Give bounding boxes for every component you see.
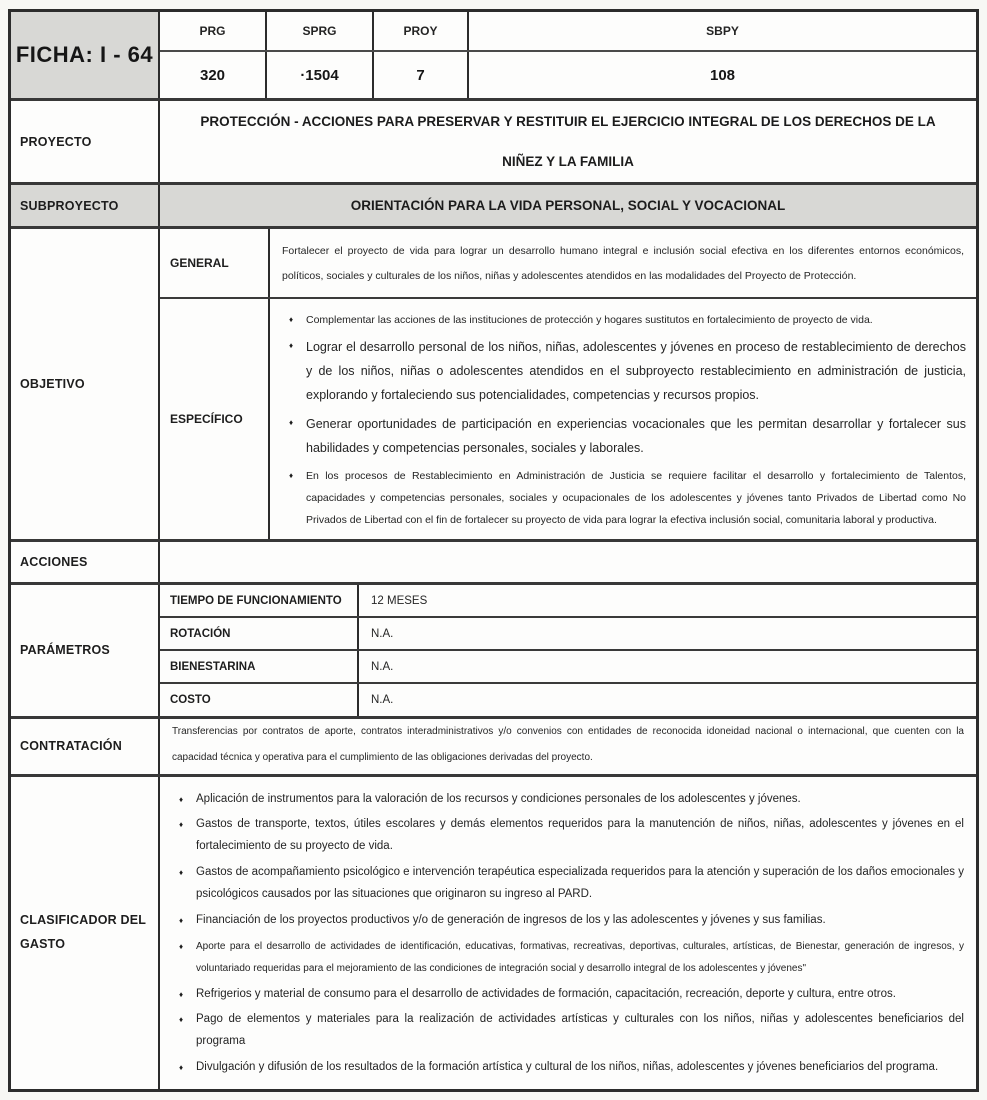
bullet-icon: ♦ [288, 470, 294, 480]
header-code-grid [160, 12, 976, 98]
value-prg: 320 [160, 52, 267, 98]
code-values-row [160, 50, 976, 98]
bullet-icon: ♦ [288, 314, 294, 324]
bullet-icon: ♦ [178, 1063, 184, 1073]
bullet-icon: ♦ [178, 1015, 184, 1025]
acciones-value [160, 542, 976, 582]
contratacion-label: CONTRATACIÓN [11, 719, 160, 774]
clasificador-list [160, 777, 976, 1089]
bullet-icon: ♦ [178, 868, 184, 878]
list-item: ♦ Aplicación de instrumentos para la valoración de los recursos y condiciones personales de los adolescentes y jóvenes. [166, 787, 964, 813]
objetivo-general-row [160, 229, 976, 297]
objetivo-general-label: GENERAL [160, 229, 270, 297]
param-value: N.A. [371, 627, 394, 640]
list-item: ♦ Gastos de transporte, textos, útiles escolares y demás elementos requeridos para la manutención de niños, niñas, adolescentes y jóvenes en el fortalecimiento de su proyecto de vida. [166, 812, 964, 860]
bullet-icon: ♦ [178, 820, 184, 830]
list-item: ♦ En los procesos de Restablecimiento en Administración de Justicia se requiere facilitar el desarrollo y fortalecimiento de Talentos, capacidades y competencias personales, sociales y ocupacionales de los adolescentes y jóvenes tanto Privados de Libertad como No Privados de Libertad con el fin de fortalecer su proyecto de vida para lograr la efectiva inclusión social, comunitaria laboral y productiva. [276, 463, 966, 533]
param-value: N.A. [371, 694, 394, 707]
ficha-document-table [8, 9, 979, 1092]
subproyecto-value: ORIENTACIÓN PARA LA VIDA PERSONAL, SOCIAL Y VOCACIONAL [350, 197, 786, 213]
contratacion-row [11, 716, 976, 774]
col-header-sprg: SPRG [267, 12, 374, 50]
objetivo-especifico-label: ESPECÍFICO [160, 299, 270, 539]
table-row [160, 616, 976, 649]
ficha-id-cell [11, 12, 160, 98]
bullet-icon: ♦ [288, 417, 294, 427]
bullet-icon: ♦ [178, 989, 184, 999]
param-name: TIEMPO DE FUNCIONAMIENTO [160, 585, 359, 616]
list-item: ♦ Refrigerios y material de consumo para el desarrollo de actividades de formación, capacitación, recreación, deporte y cultura, entre otros. [166, 982, 964, 1008]
col-header-sbpy: SBPY [706, 24, 739, 38]
contratacion-text: Transferencias por contratos de aporte, contratos interadministrativos y/o convenios con entidades de reconocida idoneidad nacional o internacional, que cuenten con la capacidad técnica y operativa para el cumplimiento de las obligaciones derivadas del proyecto. [172, 726, 964, 764]
subproyecto-row [11, 182, 976, 225]
param-value: 12 MESES [371, 594, 428, 607]
objetivo-row [11, 226, 976, 539]
acciones-row [11, 539, 976, 582]
subproyecto-label: SUBPROYECTO [11, 185, 160, 225]
parametros-body [160, 585, 976, 716]
code-labels-row [160, 12, 976, 50]
value-sprg: ·1504 [267, 52, 374, 98]
table-row [160, 682, 976, 715]
list-item: ♦ Generar oportunidades de participación en experiencias vocacionales que les permitan desarrollar y fortalecer sus habilidades y competencias personales, sociales y laborales. [276, 410, 966, 463]
table-row [160, 585, 976, 616]
parametros-label: PARÁMETROS [11, 585, 160, 716]
objetivo-label: OBJETIVO [11, 229, 160, 539]
bullet-icon: ♦ [178, 941, 184, 951]
proyecto-label: PROYECTO [11, 101, 160, 182]
objetivo-body [160, 229, 976, 539]
header-row [11, 12, 976, 98]
parametros-row [11, 582, 976, 716]
proyecto-value: PROTECCIÓN - ACCIONES PARA PRESERVAR Y RESTITUIR EL EJERCICIO INTEGRAL DE LOS DERECHOS DE LA NIÑEZ Y LA FAMILIA [200, 113, 936, 169]
acciones-label: ACCIONES [11, 542, 160, 582]
clasificador-label: CLASIFICADOR DEL GASTO [11, 777, 160, 1089]
col-header-prg: PRG [160, 12, 267, 50]
bullet-icon: ♦ [178, 794, 184, 804]
col-header-proy: PROY [374, 12, 469, 50]
list-item: ♦ Aporte para el desarrollo de actividades de identificación, educativas, formativas, recreativas, deportivas, culturales, artísticas, de Bienestar, generación de ingresos, y voluntariado requeridas para el mejoramiento de las condiciones de integración social y desarrollo integral de los adolescentes y jóvenes" [166, 934, 964, 982]
value-proy: 7 [374, 52, 469, 98]
clasificador-row [11, 774, 976, 1089]
table-row [160, 649, 976, 682]
param-name: BIENESTARINA [160, 651, 359, 682]
objetivo-general-text: Fortalecer el proyecto de vida para lograr un desarrollo humano integral e inclusión social efectiva en los diferentes entornos económicos, políticos, sociales y culturales de los niños, niñas y adolescentes atendidos en las modalidades del Proyecto de Protección. [282, 244, 964, 282]
list-item: ♦ Divulgación y difusión de los resultados de la formación artística y cultural de los niños, niñas, adolescentes y jóvenes beneficiarios del programa. [166, 1055, 964, 1081]
list-item: ♦ Financiación de los proyectos productivos y/o de generación de ingresos de los y las adolescentes y jóvenes y sus familias. [166, 908, 964, 934]
objetivo-especifico-list [270, 299, 976, 539]
bullet-icon: ♦ [288, 340, 294, 350]
bullet-icon: ♦ [178, 915, 184, 925]
objetivo-especifico-row [160, 297, 976, 539]
list-item: ♦ Pago de elementos y materiales para la realización de actividades artísticas y culturales con los niños, niñas y adolescentes beneficiarios del programa [166, 1007, 964, 1055]
ficha-id: FICHA: I - 64 [15, 42, 154, 68]
list-item: ♦ Lograr el desarrollo personal de los niños, niñas, adolescentes y jóvenes en proceso de restablecimiento de derechos y de los niños, niñas o adolescentes atendidos en el subproyecto restablecimiento en administración de justicia, explorando y fortaleciendo sus potencialidades, competencias y recursos propios. [276, 333, 966, 410]
param-value: N.A. [371, 660, 394, 673]
value-sbpy: 108 [709, 66, 736, 84]
param-name: ROTACIÓN [160, 618, 359, 649]
proyecto-row [11, 98, 976, 182]
list-item: ♦ Gastos de acompañamiento psicológico e intervención terapéutica especializada requeridos para la atención y superación de los daños emocionales y psicológicos causados por las situaciones que originaron su ingreso al PARD. [166, 860, 964, 908]
param-name: COSTO [160, 684, 359, 715]
list-item: ♦ Complementar las acciones de las instituciones de protección y hogares sustitutos en fortalecimiento de proyecto de vida. [276, 307, 966, 333]
